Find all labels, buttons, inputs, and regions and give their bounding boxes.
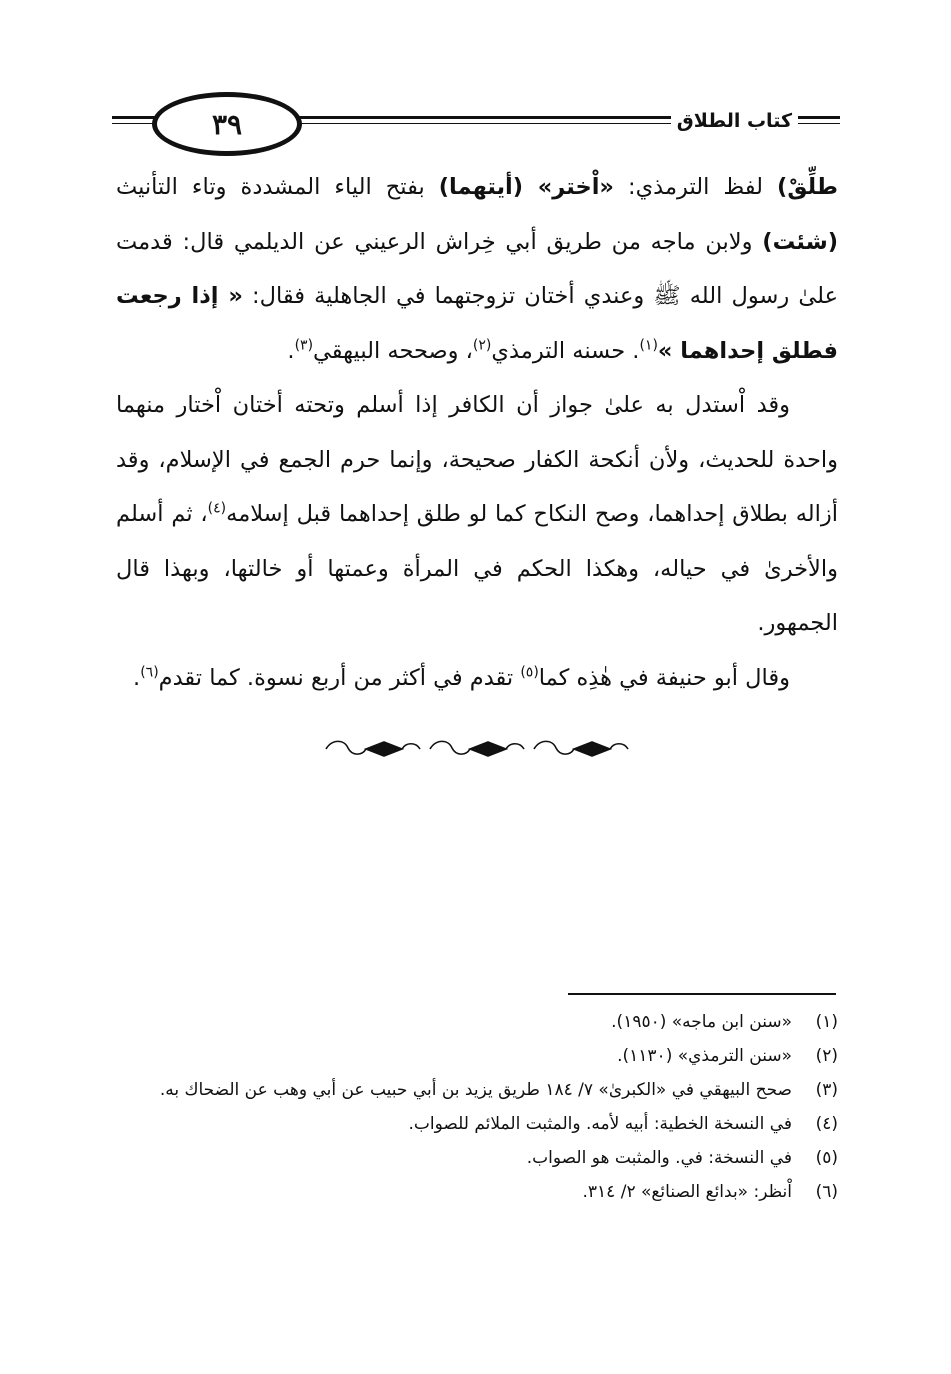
- text-run: .: [287, 337, 295, 364]
- paragraph-3: [116, 651, 838, 706]
- section-divider-ornament: [322, 736, 632, 762]
- text-run: . حسنه الترمذي: [491, 337, 640, 364]
- footnote-text: اْنظر: «بدائع الصنائع» ٢/ ٣١٤.: [582, 1182, 792, 1202]
- quote-fragment: (شئت): [762, 228, 838, 255]
- text-run: ولابن ماجه من طريق أبي خِراش الرعيني عن الديلمي قال: قدمت علىٰ رسول الله ﷺ وعندي أختان تزوجتهما في الجاهلية فقال:: [116, 228, 838, 309]
- footnote-ref-3[interactable]: (٣): [294, 337, 314, 353]
- footnote-ref-5[interactable]: (٥): [520, 664, 539, 680]
- footnote-text: «سنن الترمذي» (١١٣٠).: [617, 1046, 792, 1066]
- text-run: وقد اْستدل به علىٰ جواز أن الكافر إذا أسلم وتحته أختان اْختار منهما واحدة للحديث، ولأن أنكحة الكفار صحيحة، وإنما حرم الجمع في الإسلام، وقد أزاله بطلاق إحداهما، وصح النكاح كما لو طلق إحداهما قبل إسلامه: [116, 392, 838, 527]
- footnote-ref-2[interactable]: (٢): [472, 337, 492, 353]
- text-run: وقال أبو حنيفة في هٰذِه كما: [538, 664, 790, 691]
- text-run: لفظ الترمذي:: [613, 174, 778, 200]
- footnote-3: [108, 1073, 838, 1107]
- footnote-number: (٣): [815, 1080, 838, 1100]
- footnote-text: في النسخة: في. والمثبت هو الصواب.: [526, 1148, 792, 1168]
- footnote-ref-4[interactable]: (٤): [207, 500, 227, 517]
- main-text: [116, 160, 838, 705]
- footnote-number: (١): [815, 1012, 838, 1032]
- footnote-number: (٢): [815, 1046, 838, 1066]
- hadith-quote: « إذا رجعت فطلق إحداهما »: [116, 283, 838, 364]
- footnote-separator: [568, 993, 836, 995]
- text-run: بفتح الياء المشددة وتاء التأنيث: [116, 174, 439, 200]
- footnote-2: [108, 1039, 838, 1073]
- text-run: تقدم في أكثر من أربع نسوة. كما تقدم: [158, 664, 521, 691]
- footnote-5: [108, 1141, 838, 1175]
- footnote-1: [108, 1005, 838, 1039]
- running-title: كتاب الطلاق: [671, 110, 798, 132]
- footnote-text: «سنن ابن ماجه» (١٩٥٠).: [611, 1012, 792, 1032]
- footnote-number: (٤): [815, 1114, 838, 1134]
- footnote-ref-6[interactable]: (٦): [140, 664, 159, 680]
- footnote-text: في النسخة الخطية: أبيه لأمه. والمثبت الملائم للصواب.: [408, 1114, 792, 1134]
- text-run: ، وصححه البيهقي: [313, 337, 473, 364]
- footnote-4: [108, 1107, 838, 1141]
- paragraph-2: [116, 378, 838, 651]
- page-number: ٣٩: [211, 107, 243, 141]
- paragraph-1: [116, 160, 838, 378]
- footnotes: [108, 1005, 838, 1209]
- footnote-number: (٥): [815, 1148, 838, 1168]
- footnote-6: [108, 1175, 838, 1209]
- quote-fragment: طلِّقْ): [777, 174, 838, 200]
- text-run: ، ثم أسلم والأخرىٰ في حياله، وهكذا الحكم في المرأة وعمتها أو خالتها، وبهذا قال الجمهور.: [116, 501, 838, 636]
- footnote-ref-1[interactable]: (١): [639, 337, 658, 353]
- page-header: [112, 90, 840, 160]
- quote-fragment: «اْختر» (أيتهما): [438, 174, 614, 200]
- footnote-number: (٦): [815, 1182, 838, 1202]
- page-number-badge: [152, 92, 302, 156]
- text-run: .: [133, 664, 141, 691]
- footnote-text: صحح البيهقي في «الكبرىٰ» ٧/ ١٨٤ طريق يزيد بن أبي حبيب عن أبي وهب عن الضحاك به.: [159, 1080, 792, 1100]
